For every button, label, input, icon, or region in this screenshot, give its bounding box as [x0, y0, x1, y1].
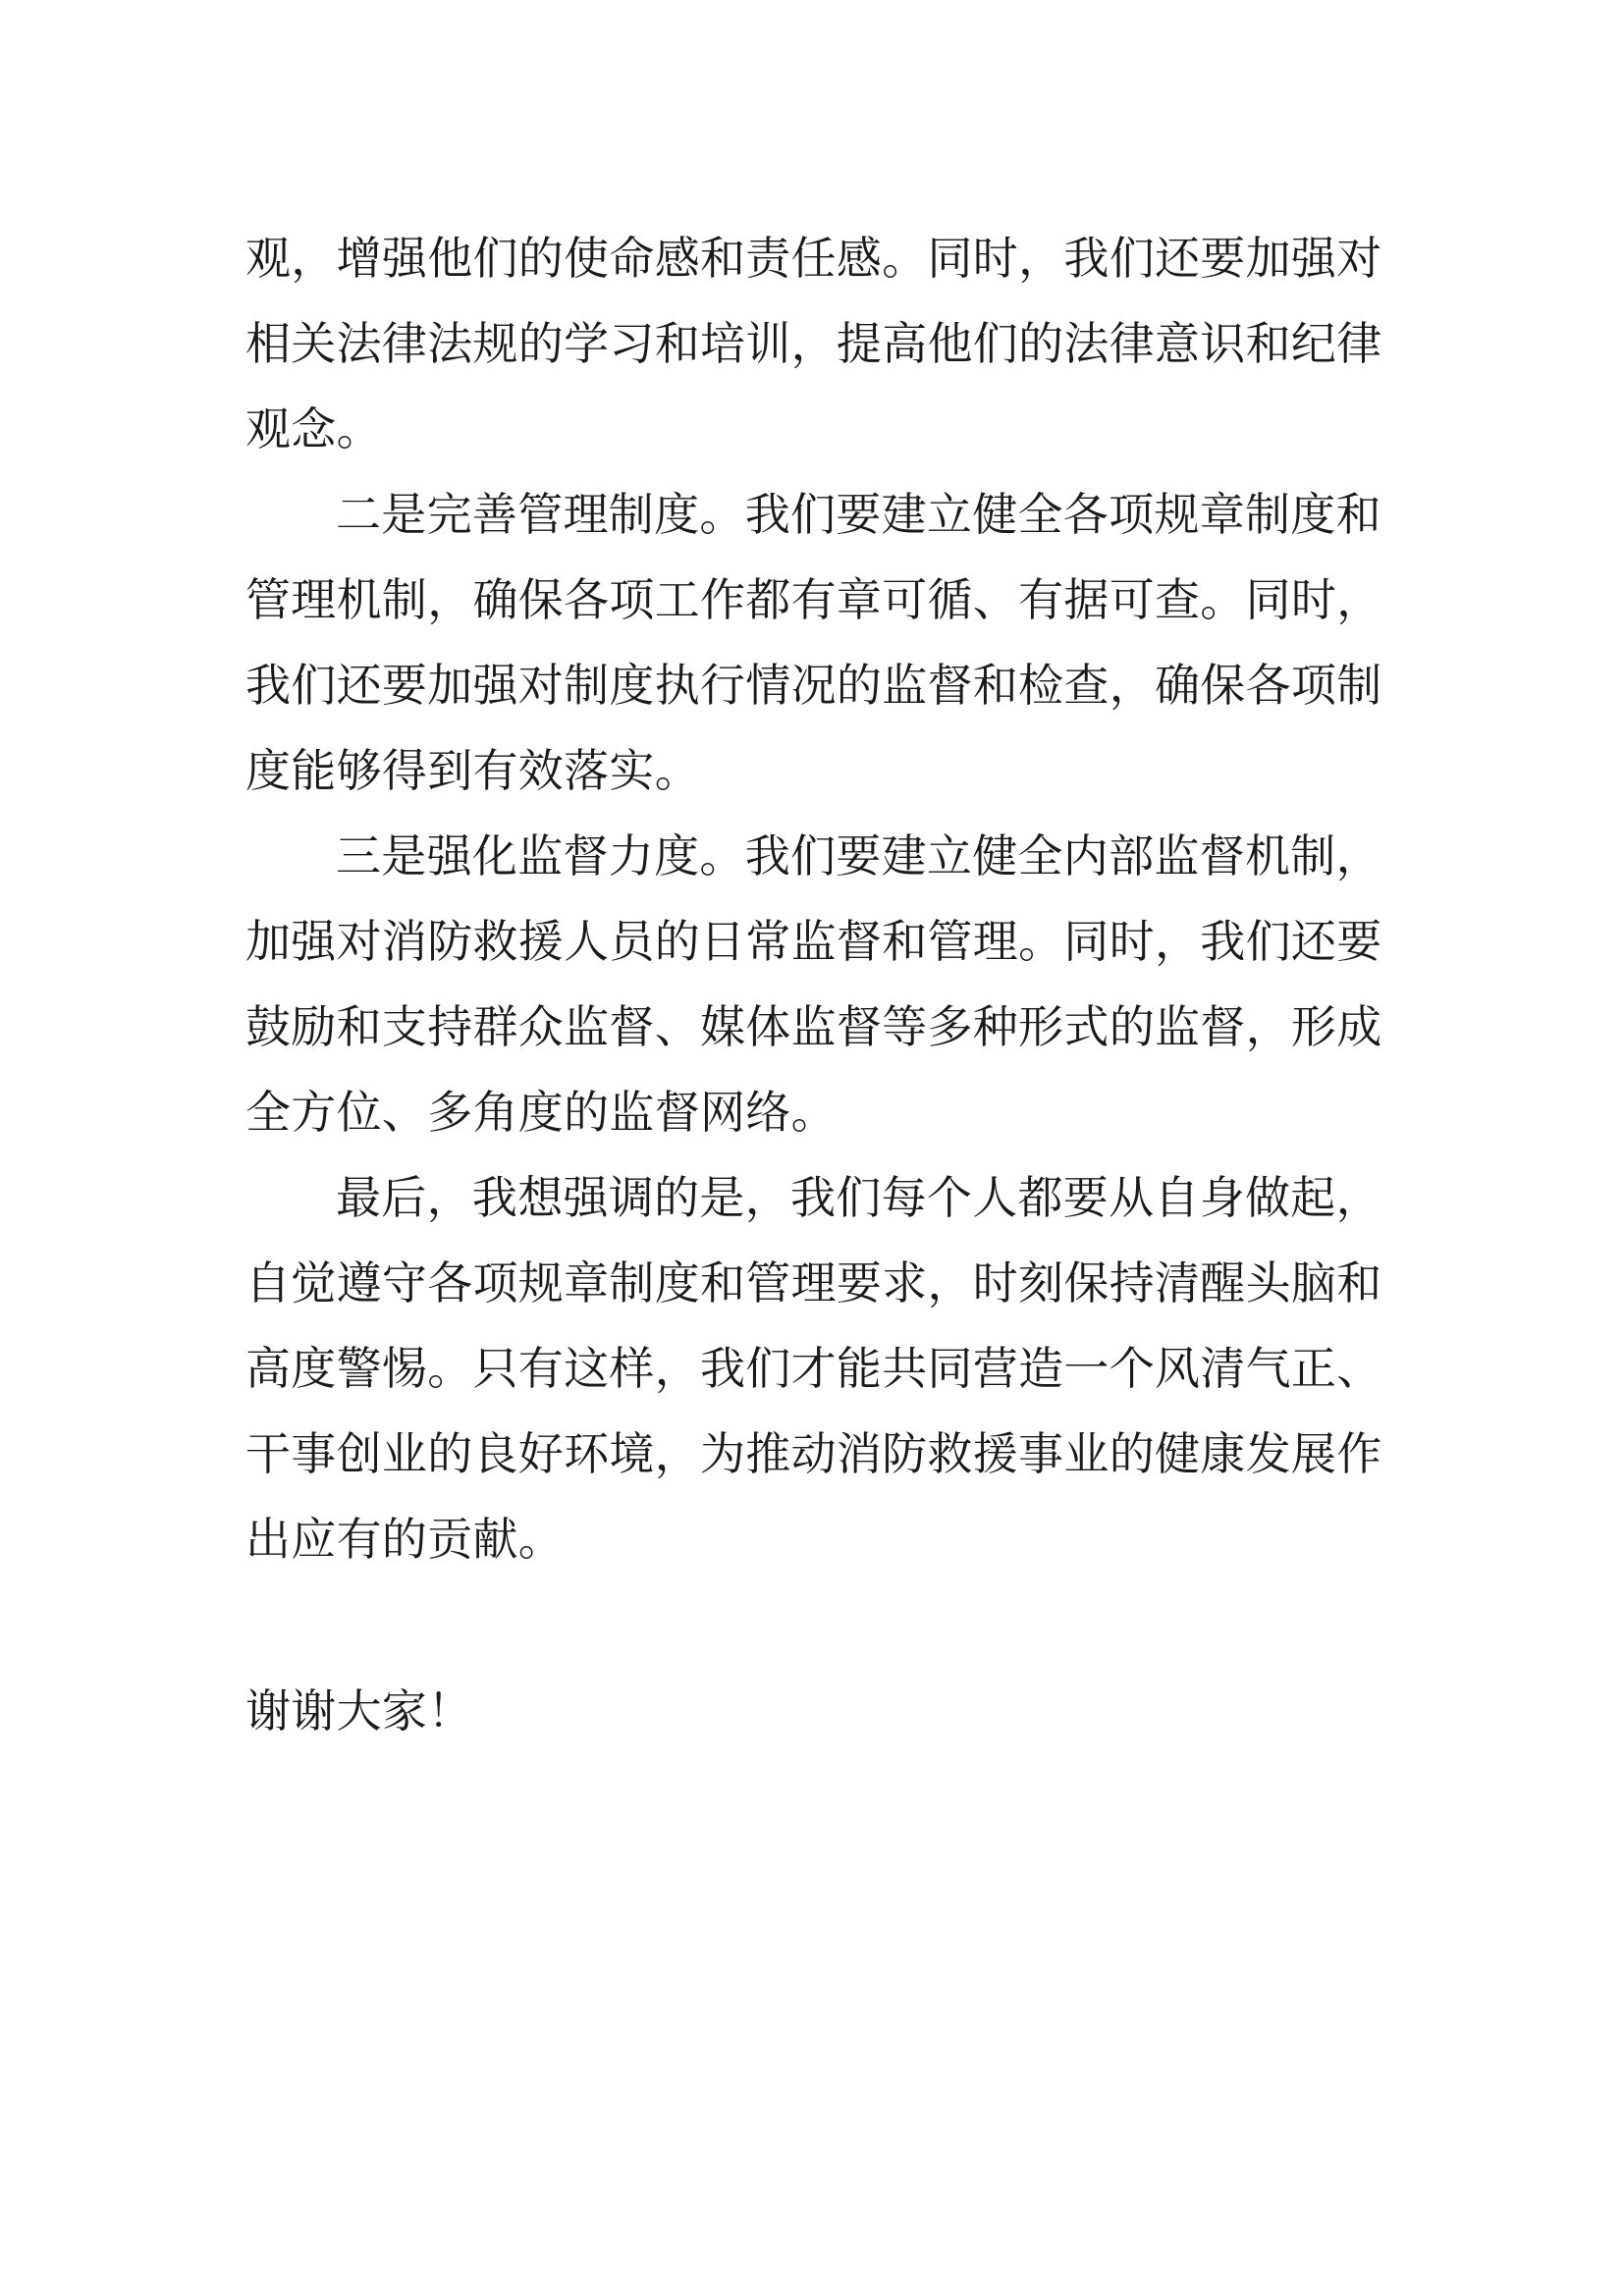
- text-line: 观念。: [245, 402, 382, 455]
- text-line: 干事创业的良好环境，为推动消防救援事业的健康发展作: [245, 1427, 1382, 1480]
- text-line: 最后，我想强调的是，我们每个人都要从自身做起，: [336, 1171, 1381, 1224]
- closing-text: 谢谢大家！: [245, 1684, 473, 1737]
- text-line: 出应有的贡献。: [245, 1513, 565, 1566]
- paragraph-conclusion: [245, 1155, 1384, 1582]
- closing-remark: [245, 1669, 1384, 1754]
- text-line: 自觉遵守各项规章制度和管理要求，时刻保持清醒头脑和: [245, 1256, 1382, 1309]
- text-line: 鼓励和支持群众监督、媒体监督等多种形式的监督，形成: [245, 1000, 1382, 1053]
- text-line: 度能够得到有效落实。: [245, 744, 700, 797]
- text-line: 高度警惕。只有这样，我们才能共同营造一个风清气正、: [245, 1342, 1382, 1395]
- paragraph-improve-management: [245, 472, 1384, 814]
- text-line: 相关法律法规的学习和培训，提高他们的法律意识和纪律: [245, 317, 1382, 370]
- text-line: 观，增强他们的使命感和责任感。同时，我们还要加强对: [245, 232, 1382, 285]
- text-line: 全方位、多角度的监督网络。: [245, 1086, 837, 1139]
- text-line: 我们还要加强对制度执行情况的监督和检查，确保各项制: [245, 659, 1382, 712]
- text-line: 管理机制，确保各项工作都有章可循、有据可查。同时，: [245, 573, 1382, 626]
- text-line: 三是强化监督力度。我们要建立健全内部监督机制，: [336, 829, 1381, 882]
- paragraph-continuation: [245, 216, 1384, 472]
- text-line: 加强对消防救援人员的日常监督和管理。同时，我们还要: [245, 915, 1382, 968]
- paragraph-strengthen-supervision: [245, 814, 1384, 1155]
- text-line: 二是完善管理制度。我们要建立健全各项规章制度和: [336, 488, 1381, 541]
